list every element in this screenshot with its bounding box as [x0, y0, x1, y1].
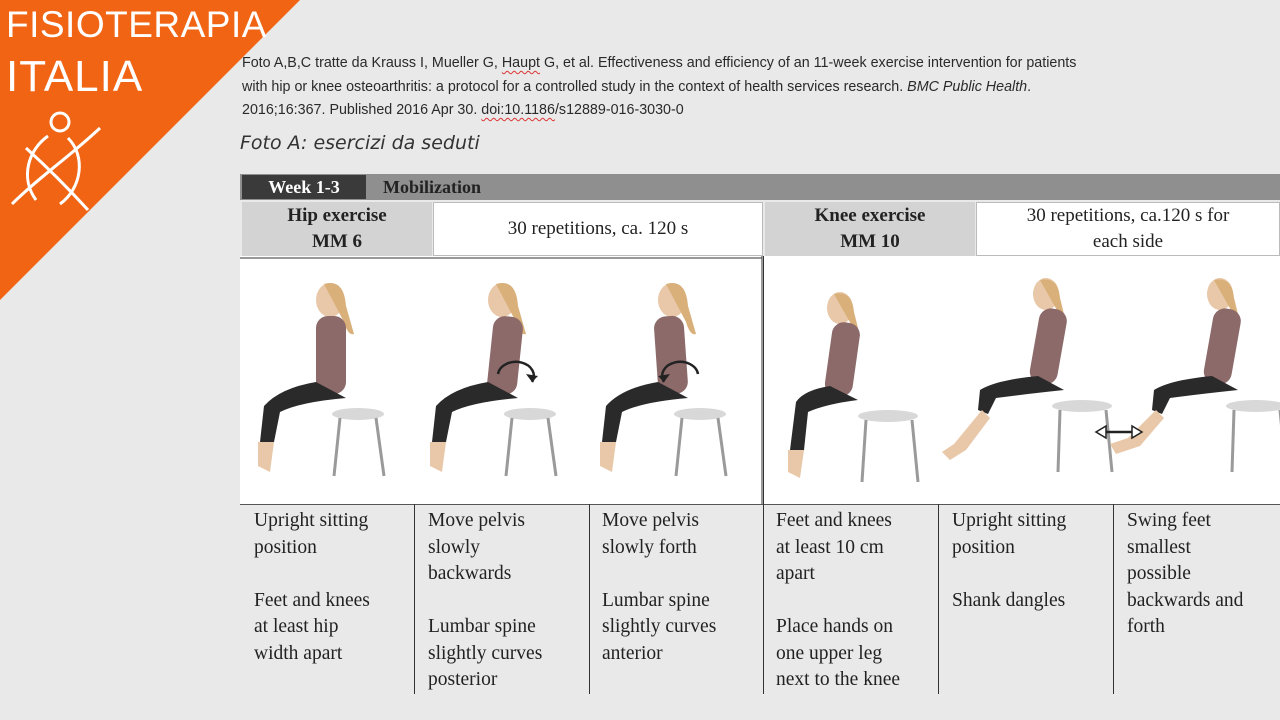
figure-subtitle: Foto A: esercizi da seduti	[240, 132, 480, 154]
desc-col-4: Feet and knees at least 10 cm apart Place hands on one upper leg next to the knee	[776, 510, 900, 690]
exercise-photos	[240, 256, 1280, 504]
figure-swing-feet	[1096, 278, 1280, 472]
citation-text: Foto A,B,C tratte da Krauss I, Mueller G, Haupt G, et al. Effectiveness and efficiency of an 11-week exercise intervention for patients with hip or knee osteoarthritis: a protocol for a controlled study in the context of health services research. BMC Public Health. 2016;16:367. Published 2016 Apr 30. doi:10.1186/s12889-016-3030-0	[242, 55, 1077, 118]
desc-col-6: Swing feet smallest possible backwards and forth	[1127, 510, 1244, 637]
figure-pelvis-forth	[600, 283, 726, 476]
figure-hands-on-leg	[788, 292, 918, 482]
col-divider-3	[763, 256, 764, 694]
desc-top-rule	[240, 504, 1280, 505]
desc-col-5: Upright sitting position Shank dangles	[952, 510, 1067, 611]
figure-pelvis-backwards	[430, 283, 556, 476]
phase-label: Mobilization	[383, 177, 481, 197]
col-divider-4	[938, 504, 939, 694]
week-label: Week 1-3	[242, 175, 366, 199]
brand-logo-icon	[8, 108, 108, 212]
desc-col-1: Upright sitting position Feet and knees at least hip width apart	[254, 510, 370, 664]
desc-col-3: Move pelvis slowly forth Lumbar spine slightly curves anterior	[602, 510, 717, 664]
knee-exercise-header: Knee exercise MM 10	[765, 202, 975, 256]
knee-reps-cell: 30 repetitions, ca.120 s for each side	[976, 202, 1280, 256]
desc-col-2: Move pelvis slowly backwards Lumbar spine slightly curves posterior	[428, 510, 543, 690]
col-divider-2	[589, 504, 590, 694]
col-divider-1	[414, 504, 415, 694]
brand-name-line1: FISIOTERAPIA	[6, 4, 267, 45]
col-divider-5	[1113, 504, 1114, 694]
hip-exercise-header: Hip exercise MM 6	[242, 202, 432, 256]
brand-name-line2: ITALIA	[6, 52, 144, 101]
figure-upright-sitting	[258, 283, 384, 476]
figure-shank-dangles	[942, 278, 1112, 472]
hip-reps-cell: 30 repetitions, ca. 120 s	[433, 202, 763, 256]
